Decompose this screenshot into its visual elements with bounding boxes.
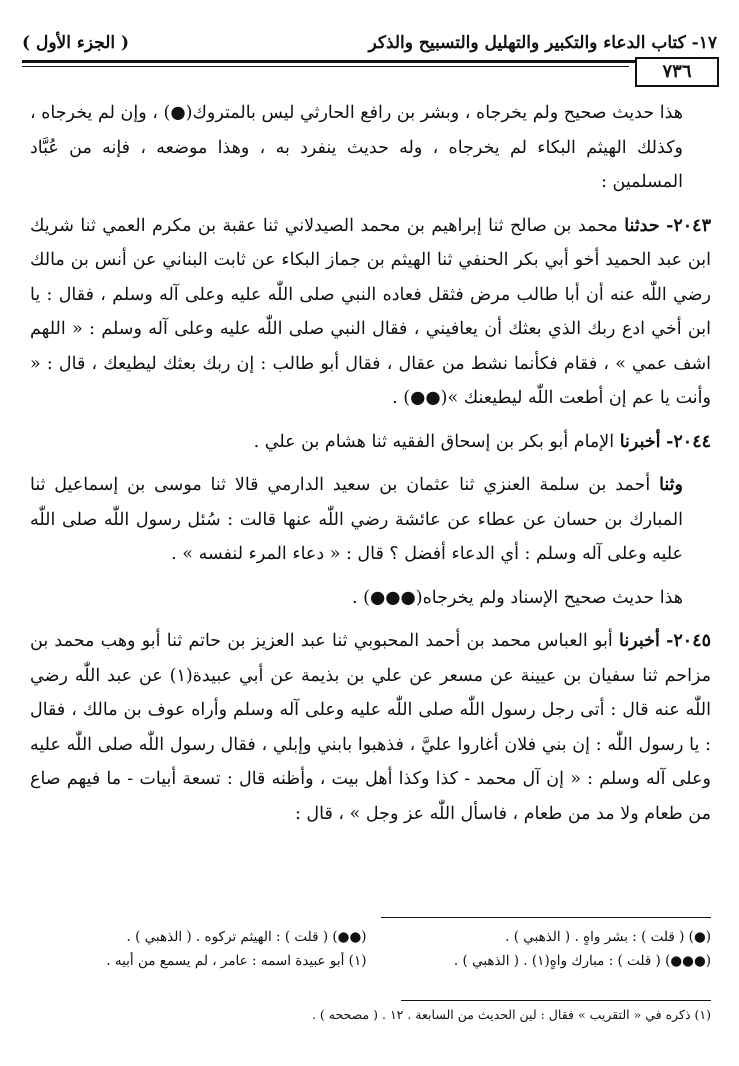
hadith-2044 xyxy=(30,425,711,460)
main-text xyxy=(30,96,711,840)
footnote: (١) أبو عبيدة اسمه : عامر ، لم يسمع من أبيه . xyxy=(106,953,367,969)
volume-label: ( الجزء الأول ) xyxy=(22,33,130,53)
footnote: (●●●) ( قلت ) : مبارك واهٍ(١) . ( الذهبي ) . xyxy=(453,953,711,969)
footnote: (●●) ( قلت ) : الهيثم تركوه . ( الذهبي ) . xyxy=(126,929,367,945)
paragraph: هذا حديث صحيح الإسناد ولم يخرجاه(●●●) . xyxy=(352,587,683,608)
hadith-lead: أخبرنا xyxy=(619,431,661,452)
paragraph: وثنا أحمد بن سلمة العنزي ثنا عثمان بن سعيد الدارمي قالا ثنا موسى بن إسماعيل ثنا المبارك بن حسان عن عطاء عن عائشة رضي اللّٰه عنها قالت : سُئل رسول اللّٰه صلى اللّٰه عليه وعلى آله وسلم : أي الدعاء أفضل ؟ قال : « دعاء المرء لنفسه » . xyxy=(30,475,683,564)
editor-footnote: (١) ذكره في « التقريب » فقال : لين الحديث من السابعة . ١٢ . ( مصححه ) . xyxy=(311,1007,711,1022)
footnotes xyxy=(22,925,711,973)
hadith-lead: حدثنا xyxy=(624,215,660,236)
hadith-number: ٢٠٤٣- xyxy=(666,215,711,236)
hadith-text: محمد بن صالح ثنا إبراهيم بن محمد الصيدلاني ثنا عقبة بن مكرم العمي ثنا شريك ابن عبد الحميد أخو أبي بكر الحنفي ثنا الهيثم بن جماز البكاء عن ثابت البناني عن أنس بن مالك رضي اللّٰه عنه أن أبا طالب مرض فثقل فعاده النبي صلى اللّٰه عليه وعلى آله وسلم ، فقال : يا ابن أخي ادع ربك الذي بعثك أن يعافيني ، فقال النبي صلى اللّٰه عليه وعلى آله وسلم : « اللهم اشف عمي » ، فقام فكأنما نشط من عقال ، فقال أبو طالب : إن ربك بعثك ليطيعك ، قال : « وأنت يا عم إن أطعت اللّٰه ليطيعنك »(●●) . xyxy=(30,215,711,408)
running-header xyxy=(22,30,717,56)
header-rule-thin xyxy=(22,66,629,67)
hadith-lead: أخبرنا xyxy=(619,631,660,651)
paragraph: هذا حديث صحيح ولم يخرجاه ، وبشر بن رافع الحارثي ليس بالمتروك(●) ، وإن لم يخرجاه ، وكذلك الهيثم البكاء لم يخرجاه ، وله حديث ينفرد به ، وهذا موضعه ، فإنه من عُبَّاد المسلمين : xyxy=(30,103,683,192)
footnote-rule xyxy=(401,1000,711,1001)
hadith-2045 xyxy=(30,624,711,831)
footnote: (●) ( قلت ) : بشر واهٍ . ( الذهبي ) . xyxy=(505,929,711,945)
hadith-number: ٢٠٤٥- xyxy=(666,631,711,651)
footnote-rule xyxy=(381,917,711,918)
hadith-lead: وثنا xyxy=(659,475,683,495)
chapter-title: ١٧- كتاب الدعاء والتكبير والتهليل والتسبيح والذكر xyxy=(368,33,717,53)
hadith-number: ٢٠٤٤- xyxy=(666,431,711,452)
hadith-2043 xyxy=(30,209,711,416)
hadith-text: أبو العباس محمد بن أحمد المحبوبي ثنا عبد العزيز بن حاتم ثنا أبو وهب محمد بن مزاحم ثنا سفيان بن عيينة عن مسعر عن علي بن بذيمة عن أبي عبيدة(١) عن عبد اللّٰه رضي اللّٰه عنه قال : أتى رجل رسول اللّٰه صلى اللّٰه عليه وعلى آله وسلم وأراه عوف بن مالك ، فقال : يا رسول اللّٰه : إن بني فلان أغاروا عليَّ ، فذهبوا بابني وإبلي ، فقال رسول اللّٰه صلى اللّٰه عليه وعلى آله وسلم : « إن آل محمد - كذا وكذا أهل بيت ، وأظنه قال : تسعة أبيات - ما فيهم صاع من طعام ولا مد من طعام ، فاسأل اللّٰه عز وجل » ، قال : xyxy=(30,631,711,824)
hadith-text: الإمام أبو بكر بن إسحاق الفقيه ثنا هشام بن علي . xyxy=(253,431,615,452)
page-number: ٧٣٦ xyxy=(635,57,719,87)
header-rule xyxy=(22,60,719,63)
